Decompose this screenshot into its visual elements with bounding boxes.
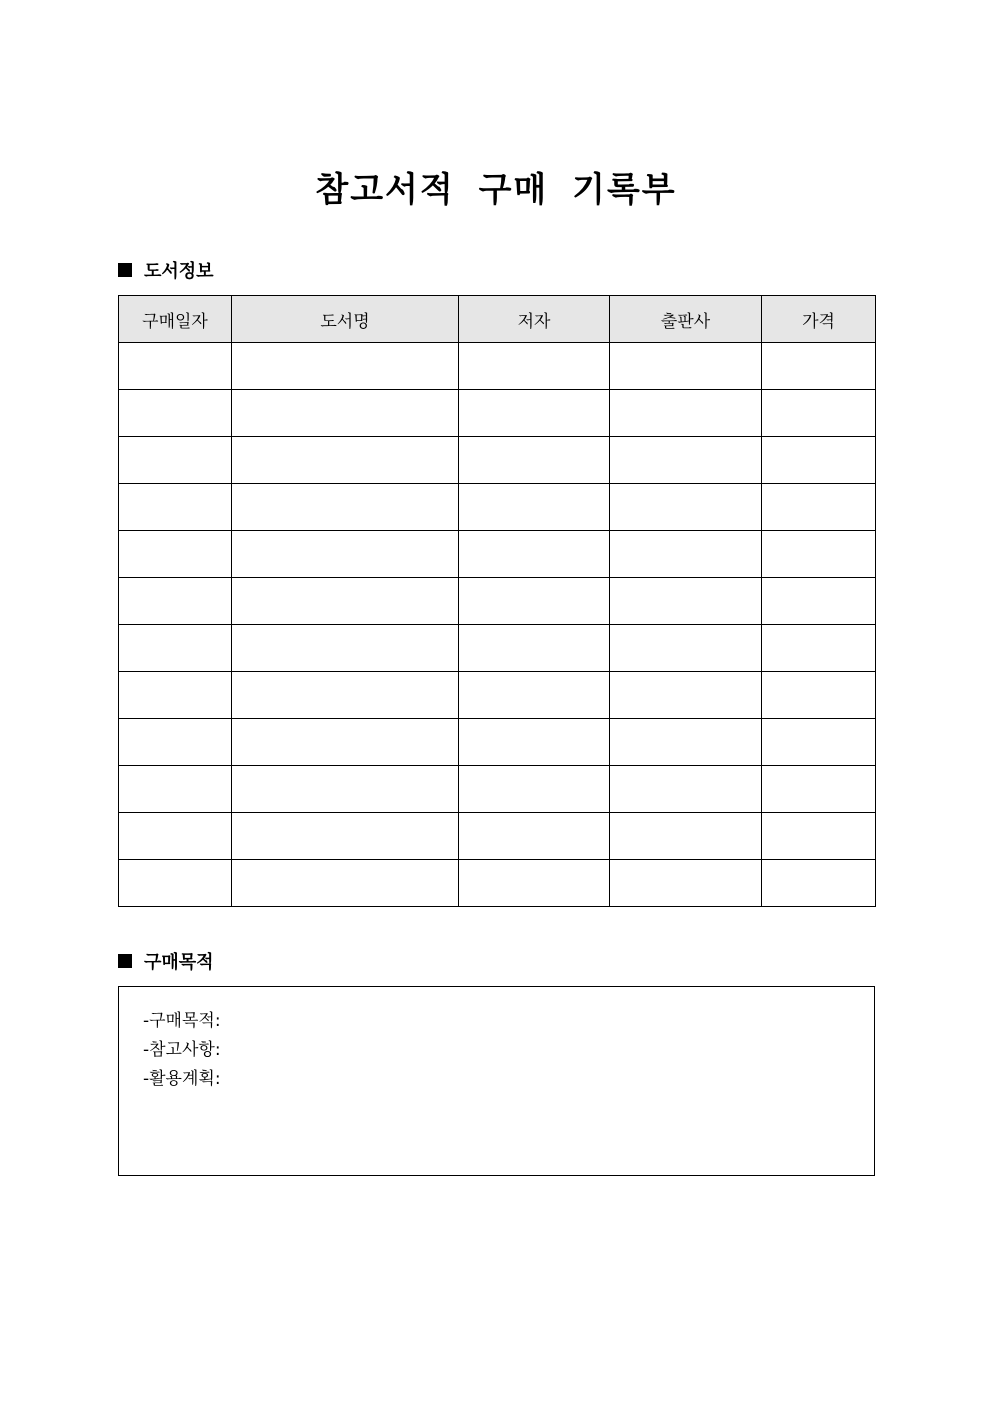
purchase-date-cell[interactable] (119, 860, 232, 907)
purpose-line-purchase-purpose: -구매목적: (143, 1011, 221, 1031)
purchase-date-cell[interactable] (119, 343, 232, 390)
book-title-cell[interactable] (232, 672, 459, 719)
section-heading-purchase-purpose (118, 948, 214, 974)
book-title-cell[interactable] (232, 343, 459, 390)
publisher-cell[interactable] (610, 343, 762, 390)
column-header-book-title: 도서명 (232, 296, 459, 343)
publisher-cell[interactable] (610, 625, 762, 672)
table-row (119, 625, 876, 672)
purpose-line-usage-plan: -활용계획: (143, 1069, 221, 1089)
purchase-date-cell[interactable] (119, 437, 232, 484)
author-cell[interactable] (459, 860, 610, 907)
price-cell[interactable] (762, 484, 876, 531)
book-title-cell[interactable] (232, 437, 459, 484)
book-title-cell[interactable] (232, 390, 459, 437)
price-cell[interactable] (762, 625, 876, 672)
table-row (119, 578, 876, 625)
publisher-cell[interactable] (610, 719, 762, 766)
book-title-cell[interactable] (232, 813, 459, 860)
price-cell[interactable] (762, 813, 876, 860)
section-heading-book-info (118, 257, 214, 283)
book-info-table (118, 295, 876, 907)
purchase-date-cell[interactable] (119, 813, 232, 860)
section-heading-label: 도서정보 (144, 261, 214, 282)
publisher-cell[interactable] (610, 390, 762, 437)
book-title-cell[interactable] (232, 531, 459, 578)
price-cell[interactable] (762, 672, 876, 719)
author-cell[interactable] (459, 766, 610, 813)
publisher-cell[interactable] (610, 813, 762, 860)
table-row (119, 531, 876, 578)
price-cell[interactable] (762, 531, 876, 578)
square-bullet-icon (118, 954, 132, 968)
table-row (119, 719, 876, 766)
table-row (119, 766, 876, 813)
book-title-cell[interactable] (232, 578, 459, 625)
square-bullet-icon (118, 263, 132, 277)
purchase-date-cell[interactable] (119, 719, 232, 766)
column-header-author: 저자 (459, 296, 610, 343)
author-cell[interactable] (459, 719, 610, 766)
section-heading-label: 구매목적 (144, 952, 214, 973)
publisher-cell[interactable] (610, 860, 762, 907)
author-cell[interactable] (459, 531, 610, 578)
price-cell[interactable] (762, 390, 876, 437)
book-title-cell[interactable] (232, 484, 459, 531)
price-cell[interactable] (762, 437, 876, 484)
column-header-publisher: 출판사 (610, 296, 762, 343)
price-cell[interactable] (762, 719, 876, 766)
table-row (119, 437, 876, 484)
publisher-cell[interactable] (610, 484, 762, 531)
publisher-cell[interactable] (610, 578, 762, 625)
price-cell[interactable] (762, 766, 876, 813)
purchase-date-cell[interactable] (119, 484, 232, 531)
publisher-cell[interactable] (610, 766, 762, 813)
purchase-date-cell[interactable] (119, 672, 232, 719)
publisher-cell[interactable] (610, 672, 762, 719)
publisher-cell[interactable] (610, 437, 762, 484)
table-row (119, 390, 876, 437)
author-cell[interactable] (459, 813, 610, 860)
purpose-line-notes: -참고사항: (143, 1040, 221, 1060)
publisher-cell[interactable] (610, 531, 762, 578)
table-row (119, 484, 876, 531)
purchase-date-cell[interactable] (119, 625, 232, 672)
purchase-date-cell[interactable] (119, 578, 232, 625)
book-title-cell[interactable] (232, 625, 459, 672)
table-row (119, 672, 876, 719)
table-row (119, 860, 876, 907)
author-cell[interactable] (459, 625, 610, 672)
purchase-date-cell[interactable] (119, 531, 232, 578)
author-cell[interactable] (459, 484, 610, 531)
price-cell[interactable] (762, 578, 876, 625)
book-title-cell[interactable] (232, 766, 459, 813)
column-header-price: 가격 (762, 296, 876, 343)
purpose-lines (143, 1007, 221, 1094)
price-cell[interactable] (762, 343, 876, 390)
book-title-cell[interactable] (232, 860, 459, 907)
page-title: 참고서적 구매 기록부 (315, 170, 677, 210)
purchase-purpose-box[interactable] (118, 986, 875, 1176)
purchase-date-cell[interactable] (119, 390, 232, 437)
author-cell[interactable] (459, 672, 610, 719)
author-cell[interactable] (459, 390, 610, 437)
author-cell[interactable] (459, 578, 610, 625)
table-row (119, 813, 876, 860)
table-row (119, 343, 876, 390)
book-title-cell[interactable] (232, 719, 459, 766)
author-cell[interactable] (459, 343, 610, 390)
table-header-row (119, 296, 876, 343)
price-cell[interactable] (762, 860, 876, 907)
column-header-purchase-date: 구매일자 (119, 296, 232, 343)
purchase-date-cell[interactable] (119, 766, 232, 813)
author-cell[interactable] (459, 437, 610, 484)
